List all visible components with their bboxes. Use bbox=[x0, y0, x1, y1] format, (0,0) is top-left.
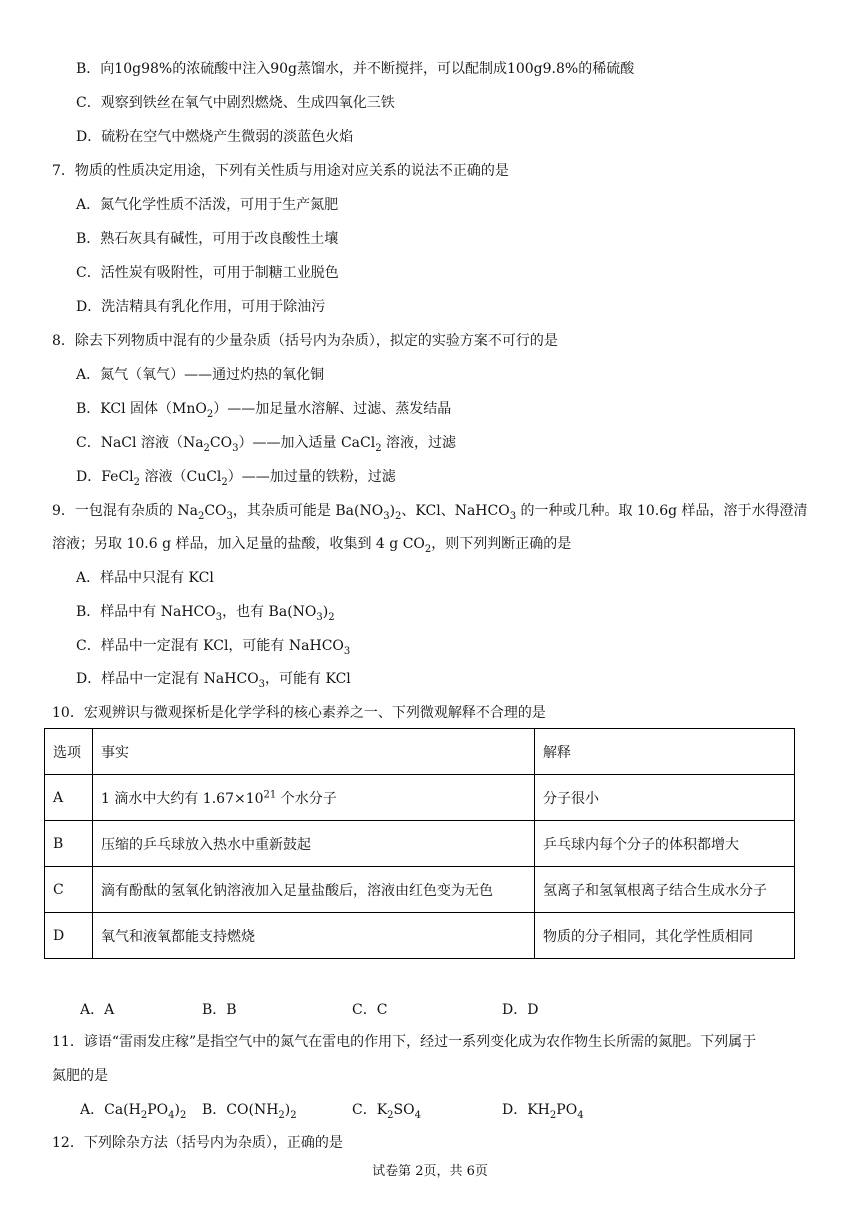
q10-table bbox=[44, 728, 795, 959]
q8-option-d bbox=[76, 467, 396, 487]
text: B．样品中有 NaHCO bbox=[76, 604, 216, 620]
text: D．FeCl bbox=[76, 469, 134, 485]
row-b-option: B bbox=[45, 821, 93, 867]
subscript: 3 bbox=[383, 510, 390, 522]
text: C．样品中一定混有 KCl，可能有 NaHCO bbox=[76, 638, 344, 654]
q6-option-d: D．硫粉在空气中燃烧产生微弱的淡蓝色火焰 bbox=[76, 129, 354, 145]
q9-stem-line-1 bbox=[52, 501, 808, 521]
subscript: 3 bbox=[258, 678, 266, 690]
table-row bbox=[45, 821, 795, 867]
text: ）——加过量的铁粉，过滤 bbox=[227, 469, 396, 485]
table-row bbox=[45, 775, 795, 821]
text: 溶液；另取 10.6 g 样品，加入足量的盐酸，收集到 4 g CO bbox=[52, 536, 425, 552]
q9-stem-line-2 bbox=[52, 534, 571, 554]
text: 1 滴水中大约有 1.67×10 bbox=[101, 790, 264, 807]
q10-choice-a: A．A bbox=[80, 1002, 115, 1018]
text: CO bbox=[209, 435, 233, 451]
q9-option-b bbox=[76, 602, 335, 622]
text: ) bbox=[322, 604, 329, 620]
text: ）——加入适量 CaCl bbox=[238, 435, 376, 451]
subscript: 2 bbox=[197, 510, 205, 522]
subscript: 4 bbox=[168, 1109, 175, 1121]
text: PO bbox=[147, 1102, 169, 1118]
text: SO bbox=[393, 1102, 415, 1118]
q11-stem-line-2: 氮肥的是 bbox=[52, 1068, 108, 1084]
subscript: 2 bbox=[206, 408, 214, 420]
q6-option-c-text: 观察到铁丝在氧气中剧烈燃烧、生成四氧化三铁 bbox=[100, 95, 395, 111]
q7-option-a: A．氮气化学性质不活泼，可用于生产氮肥 bbox=[76, 197, 339, 213]
subscript: 3 bbox=[232, 442, 239, 454]
q9-option-d bbox=[76, 669, 351, 689]
q8-option-b bbox=[76, 399, 451, 419]
subscript: 2 bbox=[140, 1109, 148, 1121]
row-b-fact: 压缩的乒乓球放入热水中重新鼓起 bbox=[93, 821, 535, 867]
subscript: 3 bbox=[509, 510, 517, 522]
q6-option-b-text: 向10g98%的浓硫酸中注入90g蒸馏水，并不断搅拌，可以配制成100g9.8%的稀硫酸 bbox=[100, 61, 635, 77]
q7-stem: 7．物质的性质决定用途，下列有关性质与用途对应关系的说法不正确的是 bbox=[52, 163, 509, 179]
q11-option-d bbox=[502, 1099, 584, 1119]
row-a-option: A bbox=[45, 775, 93, 821]
q8-option-b-text: B．KCl 固体（MnO bbox=[76, 401, 207, 417]
q10-choice-b: B．B bbox=[202, 1002, 237, 1018]
subscript: 2 bbox=[549, 1109, 557, 1121]
text: ，其杂质可能是 Ba(NO bbox=[232, 503, 384, 519]
text: D．KH bbox=[502, 1102, 550, 1118]
subscript: 2 bbox=[133, 476, 141, 488]
subscript: 3 bbox=[316, 611, 323, 623]
text: D．样品中一定混有 NaHCO bbox=[76, 671, 259, 687]
text: ) bbox=[389, 503, 396, 519]
q8-option-b-text-2: ）——加足量水溶解、过滤、蒸发结晶 bbox=[213, 401, 452, 417]
text: 的一种或几种。取 10.6g 样品，溶于水得澄清 bbox=[516, 503, 808, 519]
q11-stem-line-1: 11．谚语“雷雨发庄稼”是指空气中的氮气在雷电的作用下，经过一系列变化成为农作物生长所需的氮肥。下列属于 bbox=[52, 1034, 757, 1050]
text: 溶液，过滤 bbox=[381, 435, 457, 451]
subscript: 2 bbox=[278, 1109, 285, 1121]
row-d-explanation: 物质的分子相同，其化学性质相同 bbox=[535, 913, 795, 959]
q6-option-c: C．观察到铁丝在氧气中剧烈燃烧、生成四氧化三铁 bbox=[76, 95, 395, 111]
subscript: 3 bbox=[343, 645, 351, 657]
row-d-option: D bbox=[45, 913, 93, 959]
header-explanation: 解释 bbox=[535, 729, 795, 775]
row-c-option: C bbox=[45, 867, 93, 913]
text: ) bbox=[174, 1102, 180, 1118]
q7-option-d: D．洗洁精具有乳化作用，可用于除油污 bbox=[76, 299, 326, 315]
q12-stem: 12．下列除杂方法（括号内为杂质），正确的是 bbox=[52, 1135, 343, 1151]
subscript: 2 bbox=[328, 611, 335, 623]
subscript: 3 bbox=[226, 510, 233, 522]
text: 9．一包混有杂质的 Na bbox=[52, 503, 198, 519]
table-row bbox=[45, 867, 795, 913]
q7-option-b: B．熟石灰具有碱性，可用于改良酸性土壤 bbox=[76, 231, 339, 247]
q11-option-a bbox=[80, 1099, 186, 1119]
row-c-fact: 滴有酚酞的氢氧化钠溶液加入足量盐酸后，溶液由红色变为无色 bbox=[93, 867, 535, 913]
q10-choice-d: D．D bbox=[502, 1002, 539, 1018]
row-d-fact: 氧气和液氧都能支持燃烧 bbox=[93, 913, 535, 959]
page-footer: 试卷第 2页，共 6页 bbox=[372, 1164, 488, 1179]
row-c-explanation: 氢离子和氢氧根离子结合生成水分子 bbox=[535, 867, 795, 913]
subscript: 4 bbox=[577, 1109, 584, 1121]
q9-option-a: A．样品中只混有 KCl bbox=[76, 570, 214, 586]
text: ，可能有 KCl bbox=[265, 671, 351, 687]
q9-option-c bbox=[76, 636, 350, 656]
subscript: 2 bbox=[387, 1109, 394, 1121]
q10-choice-c: C．C bbox=[352, 1002, 388, 1018]
q6-option-c-letter: C bbox=[76, 95, 87, 111]
q11-option-c bbox=[352, 1099, 421, 1119]
q8-option-a: A．氮气（氧气）——通过灼热的氧化铜 bbox=[76, 367, 325, 383]
q6-option-b: B．向10g98%的浓硫酸中注入90g蒸馏水，并不断搅拌，可以配制成100g9.8%的稀硫酸 bbox=[76, 61, 635, 77]
q6-option-d-letter: D bbox=[76, 129, 88, 145]
q6-option-d-text: 硫粉在空气中燃烧产生微弱的淡蓝色火焰 bbox=[101, 129, 354, 145]
subscript: 2 bbox=[290, 1109, 297, 1121]
row-b-explanation: 乒乓球内每个分子的体积都增大 bbox=[535, 821, 795, 867]
q8-stem: 8．除去下列物质中混有的少量杂质（括号内为杂质），拟定的实验方案不可行的是 bbox=[52, 333, 558, 349]
text: ，则下列判断正确的是 bbox=[431, 536, 572, 552]
q6-option-b-letter: B bbox=[76, 61, 87, 77]
header-option: 选项 bbox=[45, 729, 93, 775]
subscript: 2 bbox=[179, 1109, 187, 1121]
q8-option-c bbox=[76, 433, 456, 453]
subscript: 4 bbox=[414, 1109, 421, 1121]
text: A．Ca(H bbox=[80, 1102, 141, 1118]
subscript: 2 bbox=[375, 442, 382, 454]
row-a-explanation: 分子很小 bbox=[535, 775, 795, 821]
text: C．NaCl 溶液（Na bbox=[76, 435, 204, 451]
table-header-row bbox=[45, 729, 795, 775]
text: CO bbox=[204, 503, 227, 519]
text: 、KCl、NaHCO bbox=[401, 503, 510, 519]
text: 溶液（CuCl bbox=[140, 469, 222, 485]
subscript: 2 bbox=[395, 510, 402, 522]
text: 个水分子 bbox=[276, 790, 337, 807]
text: C．K bbox=[352, 1102, 388, 1118]
table-row bbox=[45, 913, 795, 959]
subscript: 3 bbox=[215, 611, 223, 623]
q11-option-b bbox=[202, 1099, 297, 1119]
subscript: 2 bbox=[203, 442, 210, 454]
text: ) bbox=[284, 1102, 291, 1118]
header-fact: 事实 bbox=[93, 729, 535, 775]
text: ，也有 Ba(NO bbox=[222, 604, 317, 620]
q10-stem: 10．宏观辨识与微观探析是化学学科的核心素养之一、下列微观解释不合理的是 bbox=[52, 705, 546, 721]
subscript: 2 bbox=[424, 543, 432, 555]
text: PO bbox=[556, 1102, 578, 1118]
q7-option-c: C．活性炭有吸附性，可用于制糖工业脱色 bbox=[76, 265, 339, 281]
text: B．CO(NH bbox=[202, 1102, 279, 1118]
subscript: 2 bbox=[221, 476, 228, 488]
superscript: 21 bbox=[263, 788, 277, 800]
row-a-fact bbox=[93, 775, 535, 821]
